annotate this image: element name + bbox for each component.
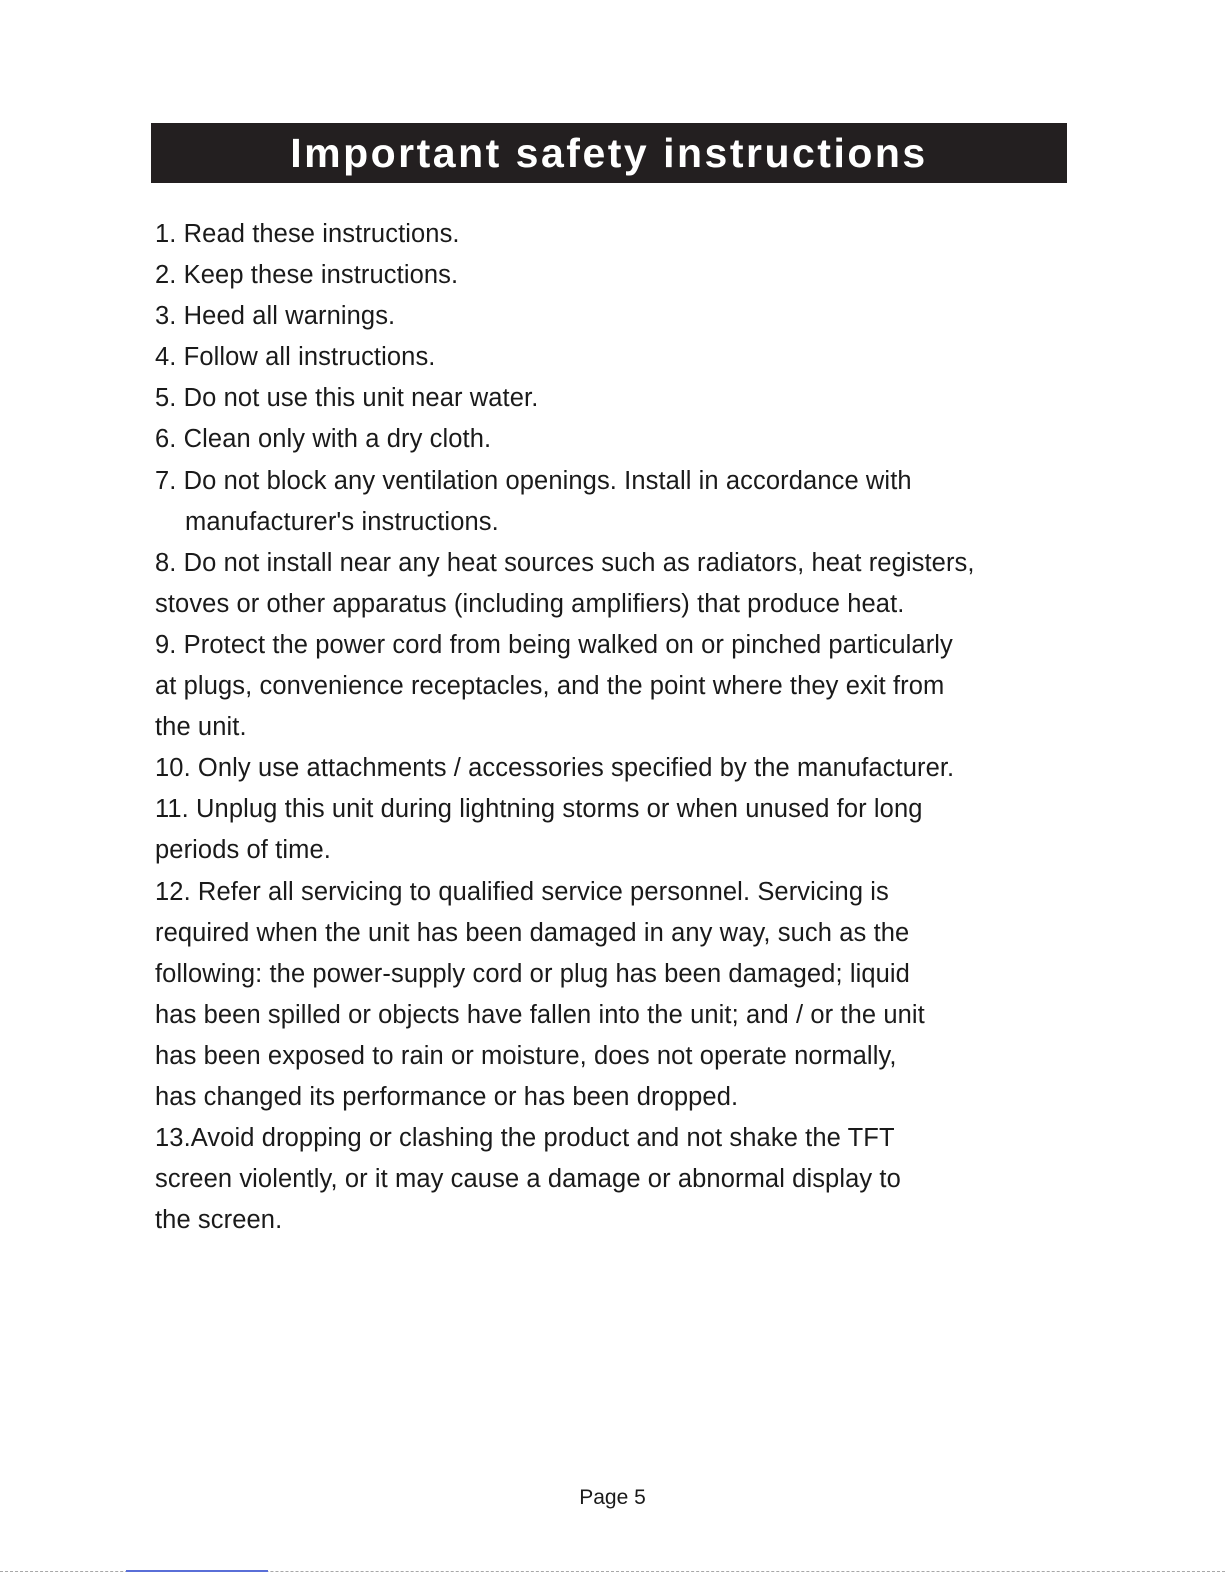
instruction-line: at plugs, convenience receptacles, and the point where they exit from — [155, 672, 945, 701]
instruction-line: the unit. — [155, 713, 247, 742]
instruction-line: 4. Follow all instructions. — [155, 343, 436, 372]
instruction-line: 2. Keep these instructions. — [155, 261, 459, 290]
instruction-line: the screen. — [155, 1206, 283, 1235]
instruction-line: 10. Only use attachments / accessories specified by the manufacturer. — [155, 754, 955, 783]
instruction-line: 8. Do not install near any heat sources such as radiators, heat registers, — [155, 548, 975, 577]
instruction-line: has been spilled or objects have fallen into the unit; and / or the unit — [155, 1000, 925, 1029]
title-banner — [151, 123, 1067, 183]
instruction-line: 13.Avoid dropping or clashing the product and not shake the TFT — [155, 1124, 895, 1153]
instruction-line: 5. Do not use this unit near water. — [155, 384, 539, 413]
instruction-line: required when the unit has been damaged in any way, such as the — [155, 918, 910, 947]
instructions-list — [155, 214, 1085, 1241]
page-number: Page 5 — [579, 1486, 646, 1509]
instruction-line: stoves or other apparatus (including amplifiers) that produce heat. — [155, 589, 905, 618]
instruction-line: 9. Protect the power cord from being walked on or pinched particularly — [155, 630, 953, 659]
instruction-line: 11. Unplug this unit during lightning storms or when unused for long — [155, 795, 923, 824]
instruction-line: 12. Refer all servicing to qualified service personnel. Servicing is — [155, 877, 889, 906]
instruction-line: has been exposed to rain or moisture, does not operate normally, — [155, 1041, 897, 1070]
page-title: Important safety instructions — [290, 129, 928, 176]
instruction-line: 1. Read these instructions. — [155, 220, 460, 248]
instruction-line: 7. Do not block any ventilation openings. Install in accordance with — [155, 466, 912, 495]
page-bottom-marker — [126, 1570, 268, 1572]
instruction-line: following: the power-supply cord or plug has been damaged; liquid — [155, 959, 910, 988]
instruction-line: periods of time. — [155, 836, 331, 865]
instruction-line: has changed its performance or has been dropped. — [155, 1082, 739, 1111]
instruction-line: 3. Heed all warnings. — [155, 302, 396, 331]
instruction-line: manufacturer's instructions. — [185, 507, 499, 536]
instruction-line: screen violently, or it may cause a damage or abnormal display to — [155, 1165, 901, 1194]
instruction-line: 6. Clean only with a dry cloth. — [155, 425, 492, 454]
